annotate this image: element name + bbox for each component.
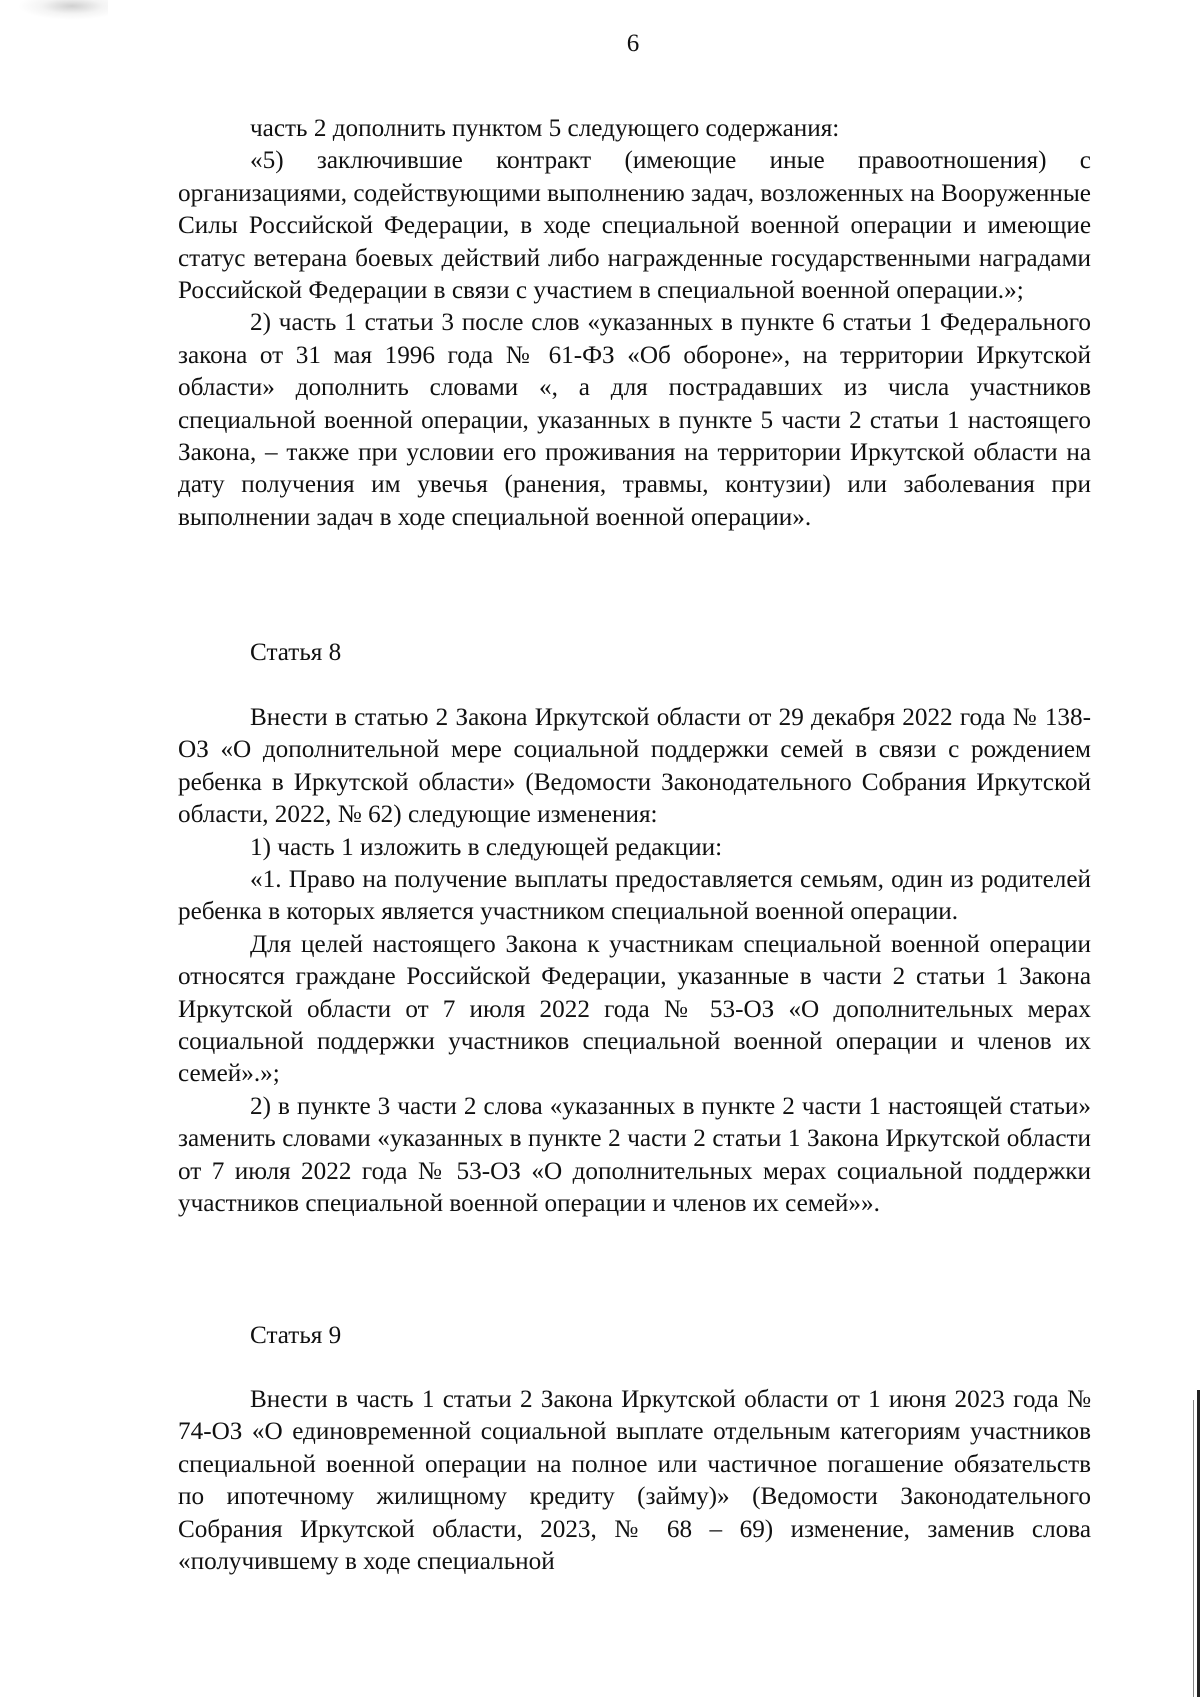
article-9-text — [178, 1384, 1091, 1578]
paragraph: 2) в пункте 3 части 2 слова «указанных в пункте 2 части 1 настоящей статьи» заменить словами «указанных в пункте 2 части 2 статьи 1 Закона Иркутской области от 7 июля 2022 года № 53-ОЗ «О дополнительных мерах социальной поддержки участников специальной военной операции и членов их семей»». — [178, 1092, 1091, 1218]
paragraph: Внести в часть 1 статьи 2 Закона Иркутской области от 1 июня 2023 года № 74-ОЗ «О единовременной социальной выплате отдельным категориям участников специальной военной операции на полное или частичное погашение обязательств по ипотечному жилищному кредиту (займу)» (Ведомости Законодательного Собрания Иркутской области, 2023, № 68 – 69) изменение, заменив слова «получившему в ходе специальной — [178, 1386, 1091, 1576]
paragraph: часть 2 дополнить пунктом 5 следующего содержания: — [250, 115, 840, 142]
amendment-text-block-1 — [178, 113, 1091, 534]
paragraph: «5) заключившие контракт (имеющие иные правоотношения) с организациями, содействующими выполнению задач, возложенных на Вооруженные Силы Российской Федерации, в ходе специальной военной операции и имеющие статус ветерана боевых действий либо награжденные государственными наградами Российской Федерации в связи с участием в специальной военной операции.»; — [178, 147, 1091, 305]
scan-artifact — [18, 0, 108, 20]
article-8-heading: Статья 8 — [250, 639, 342, 666]
paragraph: Внести в статью 2 Закона Иркутской области от 29 декабря 2022 года № 138-ОЗ «О дополнительной мере социальной поддержки семей в связи с рождением ребенка в Иркутской области» (Ведомости Законодательного Собрания Иркутской области, 2022, № 62) следующие изменения: — [178, 704, 1091, 829]
paragraph: Для целей настоящего Закона к участникам специальной военной операции относятся граждане Российской Федерации, указанные в части 2 статьи 1 Закона Иркутской области от 7 июля 2022 года № 53-ОЗ «О дополнительных мерах социальной поддержки участников специальной военной операции и членов их семей».»; — [178, 930, 1091, 1088]
article-8-text — [178, 702, 1091, 1221]
paragraph: 2) часть 1 статьи 3 после слов «указанных в пункте 6 статьи 1 Федерального закона от 31 мая 1996 года № 61-ФЗ «Об обороне», на территории Иркутской области» дополнить словами «, а для пострадавших из числа участников специальной военной операции, указанных в пункте 5 части 2 статьи 1 настоящего Закона, – также при условии его проживания на территории Иркутской области на дату получения им увечья (ранения, травмы, контузии) или заболевания при выполнении задач в ходе специальной военной операции». — [178, 309, 1091, 531]
page-number: 6 — [626, 30, 640, 57]
scan-edge-line — [1193, 1400, 1194, 1697]
paragraph: 1) часть 1 изложить в следующей редакции: — [250, 833, 723, 861]
article-9-heading: Статья 9 — [250, 1322, 342, 1349]
paragraph: «1. Право на получение выплаты предоставляется семьям, один из родителей ребенка в которых является участником специальной военной операции. — [178, 866, 1091, 926]
